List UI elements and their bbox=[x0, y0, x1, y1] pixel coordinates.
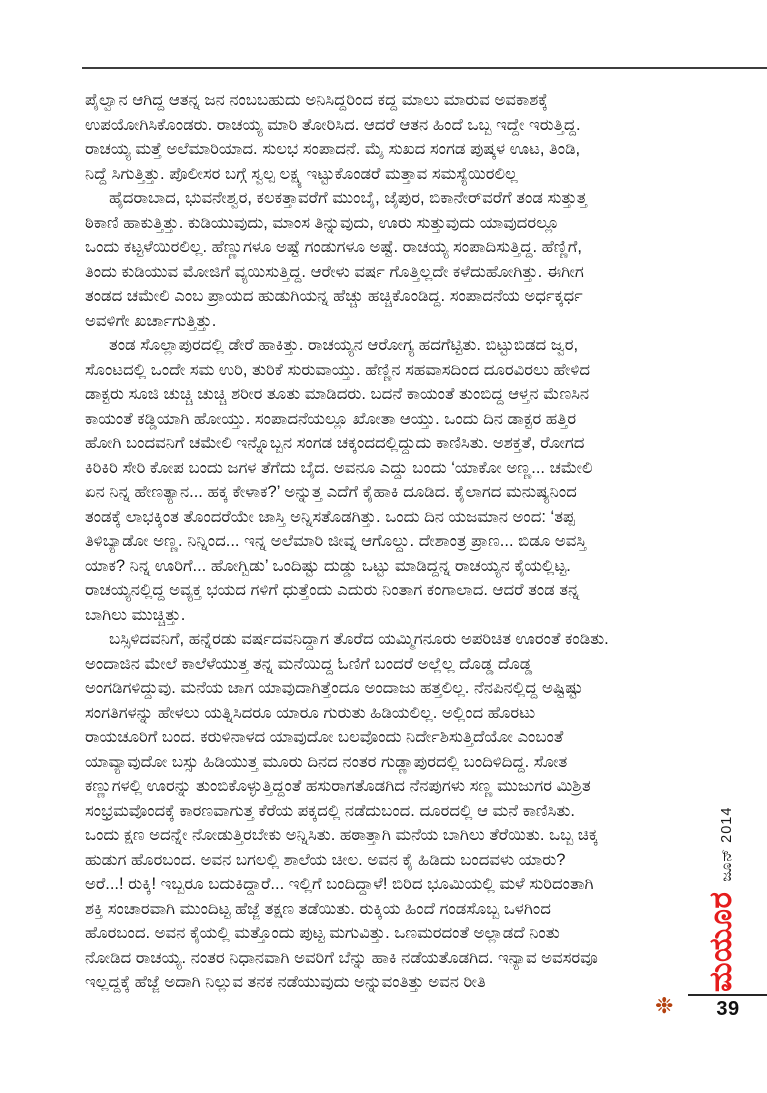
text-line-p2-l2: ಠಿಕಾಣಿ ಹಾಕುತ್ತಿತ್ತು. ಕುಡಿಯುವುದು, ಮಾಂಸ ತಿನ್ನುವುದು, ಊರು ಸುತ್ತುವುದು ಯಾವುದರಲ್ಲೂ bbox=[85, 213, 560, 232]
issue-date: ಜೂನ್ 2014 bbox=[719, 806, 735, 882]
text-line-p4-l1: ಬಸ್ಸಿಳಿದವನಿಗೆ, ಹನ್ನೆರಡು ವರ್ಷದವನಿದ್ದಾಗ ತೊರೆದ ಯಮ್ಮಿಗನೂರು ಅಪರಿಚಿತ ಊರಂತೆ ಕಂಡಿತು. bbox=[109, 630, 609, 648]
text-line-p2-l3: ಒಂದು ಕಟ್ಟಳೆಯಿರಲಿಲ್ಲ. ಹೆಣ್ಣುಗಳೂ ಅಷ್ಟೆ ಗಂಡುಗಳೂ ಅಷ್ಟೆ. ರಾಚಯ್ಯ ಸಂಪಾದಿಸುತ್ತಿದ್ದ. ಹೆಣ್ಣಿಗೆ, bbox=[85, 238, 582, 256]
text-line-p3-l9: ತಿಳಿಬ್ಯಾಡೋ ಅಣ್ಣ. ನಿನ್ನಿಂದ... ಇನ್ನ ಅಲೆಮಾರಿ ಜೀವ್ನ ಆಗೊಲ್ದು. ದೇಶಾಂತ್ರ ಪ್ರಾಣ... ಬಿಡೂ ಅವಸ್ತಿ bbox=[85, 532, 587, 550]
text-line-p1-l2: ಉಪಯೋಗಿಸಿಕೊಂಡರು. ರಾಚಯ್ಯ ಮಾರಿ ತೋರಿಸಿದ. ಆದರೆ ಆತನ ಹಿಂದೆ ಒಬ್ಬ ಇದ್ದೇ ಇರುತ್ತಿದ್ದ. bbox=[85, 115, 581, 134]
text-line-p3-l8: ತಂಡಕ್ಕೆ ಲಾಭಕ್ಕಿಂತ ತೊಂದರೆಯೇ ಜಾಸ್ತಿ ಅನ್ನಿಸತೊಡಗಿತ್ತು. ಒಂದು ದಿನ ಯಜಮಾನ ಅಂದ: ‘ತಪ್ಪ bbox=[85, 507, 575, 526]
text-line-p4-l10: ಹುಡುಗ ಹೊರಬಂದ. ಅವನ ಬಗಲಲ್ಲಿ ಶಾಲೆಯ ಚೀಲ. ಅವನ ಕೈ ಹಿಡಿದು ಬಂದವಳು ಯಾರು? bbox=[85, 850, 566, 869]
magazine-name: ಮಯೂರ bbox=[703, 891, 738, 992]
flower-ornament-icon: ❉ bbox=[655, 993, 674, 1018]
text-line-p4-l3: ಅಂಗಡಿಗಳಿದ್ದುವು. ಮನೆಯ ಜಾಗ ಯಾವುದಾಗಿತ್ತೆಂದೂ ಅಂದಾಜು ಹತ್ತಲಿಲ್ಲ. ನೆನಪಿನಲ್ಲಿದ್ದ ಅಷ್ಟಿಷ್ಟು bbox=[85, 679, 583, 697]
text-line-p2-l5: ತಂಡದ ಚಮೇಲಿ ಎಂಬ ಪ್ರಾಯದ ಹುಡುಗಿಯನ್ನ ಹೆಚ್ಚು ಹಚ್ಚಿಕೊಂಡಿದ್ದ. ಸಂಪಾದನೆಯ ಅರ್ಧಕ್ಕರ್ಧ bbox=[85, 287, 583, 305]
text-line-p3-l5: ಹೋಗಿ ಬಂದವನಿಗೆ ಚಮೇಲಿ ಇನ್ನೊಬ್ಬನ ಸಂಗಡ ಚಕ್ಕಂದದಲ್ಲಿದ್ದುದು ಕಾಣಿಸಿತು. ಅಶಕ್ತತೆ, ರೋಗದ bbox=[85, 434, 585, 452]
text-line-p3-l6: ಕಿರಿಕಿರಿ ಸೇರಿ ಕೋಪ ಬಂದು ಜಗಳ ತೆಗೆದು ಬೈದ. ಅವನೂ ಎದ್ದು ಬಂದು ‘ಯಾಕೋ ಅಣ್ಣ... ಚಮೇಲಿ bbox=[85, 458, 593, 477]
text-line-p4-l12: ಶಕ್ತಿ ಸಂಚಾರವಾಗಿ ಮುಂದಿಟ್ಟ ಹೆಜ್ಜೆ ತಕ್ಷಣ ತಡೆಯಿತು. ರುಕ್ಕಿಯ ಹಿಂದೆ ಗಂಡಸೊಬ್ಬ ಒಳಗಿಂದ bbox=[85, 899, 551, 918]
text-line-p4-l11: ಅರೆ...! ರುಕ್ಕಿ! ಇಬ್ಬರೂ ಬದುಕಿದ್ದಾರೆ... ಇಲ್ಲಿಗೆ ಬಂದಿದ್ದಾಳೆ! ಬಿರಿದ ಭೂಮಿಯಲ್ಲಿ ಮಳೆ ಸುರಿದಂತಾಗಿ bbox=[85, 875, 594, 893]
text-line-p3-l10: ಯಾಕ? ನಿನ್ನ ಊರಿಗೆ... ಹೋಗ್ಬಿಡು’ ಒಂದಿಷ್ಟು ದುಡ್ಡು ಒಟ್ಟು ಮಾಡಿದ್ದನ್ನ ರಾಚಯ್ಯನ ಕೈಯಲ್ಲಿಟ್ಟ. bbox=[85, 556, 571, 575]
body-text bbox=[85, 88, 667, 995]
text-line-p4-l5: ರಾಯಚೂರಿಗೆ ಬಂದ. ಕರುಳಿನಾಳದ ಯಾವುದೋ ಬಲವೊಂದು ನಿರ್ದೇಶಿಸುತ್ತಿದೆಯೋ ಎಂಬಂತೆ bbox=[85, 728, 564, 746]
text-line-p3-l3: ಡಾಕ್ಟರು ಸೂಜಿ ಚುಚ್ಚಿ ಚುಚ್ಚಿ ಶರೀರ ತೂತು ಮಾಡಿದರು. ಬದನೆ ಕಾಯಂತೆ ತುಂಬಿದ್ದ ಆಳ್ತನ ಮೆಣಸಿನ bbox=[85, 385, 590, 403]
text-line-p4-l4: ಸಂಗತಿಗಳನ್ನು ಹೇಳಲು ಯತ್ನಿಸಿದರೂ ಯಾರೂ ಗುರುತು ಹಿಡಿಯಲಿಲ್ಲ. ಅಲ್ಲಿಂದ ಹೊರಟು bbox=[85, 703, 536, 722]
text-line-p3-l4: ಕಾಯಂತೆ ಕಡ್ಡಿಯಾಗಿ ಹೋಯ್ತು. ಸಂಪಾದನೆಯಲ್ಲೂ ಖೋತಾ ಆಯ್ತು. ಒಂದು ದಿನ ಡಾಕ್ಟರ ಹತ್ತಿರ bbox=[85, 409, 577, 428]
text-line-p2-l1: ಹೈದರಾಬಾದ, ಭುವನೇಶ್ವರ, ಕಲಕತ್ತಾವರೆಗೆ ಮುಂಬೈ, ಜೈಪುರ, ಬಿಕಾನೇರ್‌ವರೆಗೆ ತಂಡ ಸುತ್ತುತ್ತ bbox=[109, 189, 587, 207]
text-line-p2-l6: ಅವಳಿಗೇ ಖರ್ಚಾಗುತ್ತಿತ್ತು. bbox=[85, 311, 217, 330]
text-line-p1-l4: ನಿದ್ದೆ ಸಿಗುತ್ತಿತ್ತು. ಪೊಲೀಸರ ಬಗ್ಗೆ ಸ್ವಲ್ಪ ಲಕ್ಷ್ಯ ಇಟ್ಟುಕೊಂಡರೆ ಮತ್ತಾವ ಸಮಸ್ಯೆಯಿರಲಿಲ್ಲ bbox=[85, 164, 518, 183]
text-line-p4-l7: ಕಣ್ಣುಗಳಲ್ಲಿ ಊರನ್ನು ತುಂಬಿಕೊಳ್ಳುತ್ತಿದ್ದಂತೆ ಹಸುರಾಗತೊಡಗಿದ ನೆನಪುಗಳು ಸಣ್ಣ ಮುಜುಗರ ಮಿಶ್ರಿತ bbox=[85, 777, 591, 795]
footer-divider-rule bbox=[688, 994, 767, 996]
text-line-p1-l3: ರಾಚಯ್ಯ ಮತ್ತೆ ಅಲೆಮಾರಿಯಾದ. ಸುಲಭ ಸಂಪಾದನೆ. ಮೈ ಸುಖದ ಸಂಗಡ ಪುಷ್ಕಳ ಊಟ, ತಿಂಡಿ, bbox=[85, 140, 581, 158]
text-line-p3-l12: ಬಾಗಿಲು ಮುಚ್ಚಿತ್ತು. bbox=[85, 605, 186, 624]
top-divider-rule bbox=[82, 67, 767, 69]
text-line-p4-l14: ನೋಡಿದ ರಾಚಯ್ಯ. ನಂತರ ನಿಧಾನವಾಗಿ ಅವರಿಗೆ ಬೆನ್ನು ಹಾಕಿ ನಡೆಯತೊಡಗಿದ. ಇನ್ಯಾವ ಅವಸರವೂ bbox=[85, 948, 598, 967]
text-line-p4-l2: ಅಂದಾಜಿನ ಮೇಲೆ ಕಾಲೆಳೆಯುತ್ತ ತನ್ನ ಮನೆಯಿದ್ದ ಓಣಿಗೆ ಬಂದರೆ ಅಲ್ಲೆಲ್ಲ ದೊಡ್ಡ ದೊಡ್ಡ bbox=[85, 654, 533, 673]
text-line-p4-l8: ಸಂಭ್ರಮವೊಂದಕ್ಕೆ ಕಾರಣವಾಗುತ್ತ ಕೆರೆಯ ಪಕ್ಕದಲ್ಲಿ ನಡೆದುಬಂದ. ದೂರದಲ್ಲಿ ಆ ಮನೆ ಕಾಣಿಸಿತು. bbox=[85, 801, 575, 820]
text-line-p4-l13: ಹೊರಬಂದ. ಅವನ ಕೈಯಲ್ಲಿ ಮತ್ತೊಂದು ಪುಟ್ಟ ಮಗುವಿತ್ತು. ಒಣಮರದಂತೆ ಅಲ್ಲಾಡದೆ ನಿಂತು bbox=[85, 924, 560, 942]
text-line-p1-l1: ಪೈಲ್ವಾನ ಆಗಿದ್ದ ಆತನ್ನ ಜನ ನಂಬಬಹುದು ಅನಿಸಿದ್ದರಿಂದ ಕದ್ದ ಮಾಲು ಮಾರುವ ಅವಕಾಶಕ್ಕೆ bbox=[85, 91, 548, 109]
text-line-p4-l6: ಯಾವ್ಯಾವುದೋ ಬಸ್ಸು ಹಿಡಿಯುತ್ತ ಮೂರು ದಿನದ ನಂತರ ಗುಡ್ಣಾಪುರದಲ್ಲಿ ಬಂದಿಳಿದಿದ್ದ. ಸೋತ bbox=[85, 752, 568, 771]
text-line-p4-l9: ಒಂದು ಕ್ಷಣ ಅದನ್ನೇ ನೋಡುತ್ತಿರಬೇಕು ಅನ್ನಿಸಿತು. ಹಠಾತ್ತಾಗಿ ಮನೆಯ ಬಾಗಿಲು ತೆರೆಯಿತು. ಒಬ್ಬ ಚಿಕ್ಕ bbox=[85, 826, 598, 844]
text-line-p3-l1: ತಂಡ ಸೊಲ್ಲಾಪುರದಲ್ಲಿ ಡೇರೆ ಹಾಕಿತ್ತು. ರಾಚಯ್ಯನ ಆರೋಗ್ಯ ಹದಗೆಟ್ಟಿತು. ಬಿಟ್ಟುಬಿಡದ ಜ್ವರ, bbox=[109, 336, 579, 354]
spine-vertical-text bbox=[703, 796, 757, 992]
text-line-p2-l4: ತಿಂದು ಕುಡಿಯುವ ಮೋಜಿಗೆ ವ್ಯಯಿಸುತ್ತಿದ್ದ. ಆರೇಳು ವರ್ಷ ಗೊತ್ತಿಲ್ಲದೇ ಕಳೆದುಹೋಗಿತ್ತು. ಈಗೀಗ bbox=[85, 262, 584, 281]
text-line-p3-l7: ಏನ ನಿನ್ನ ಹೇಣತ್ಯಾನ... ಹಕ್ಕ ಕೇಳಾಕ?’ ಅನ್ನುತ್ತ ಎದೆಗೆ ಕೈಹಾಕಿ ದೂಡಿದ. ಕೈಲಾಗದ ಮನುಷ್ಯನಿಂದ bbox=[85, 483, 577, 501]
text-line-p4-l15: ಇಲ್ಲದ್ದಕ್ಕೆ ಹೆಜ್ಜೆ ಅದಾಗಿ ನಿಲ್ಲುವ ತನಕ ನಡೆಯುವುದು ಅನ್ನುವಂತಿತ್ತು ಅವನ ರೀತಿ bbox=[85, 973, 486, 991]
text-line-p3-l11: ರಾಚಯ್ಯನಲ್ಲಿದ್ದ ಅವ್ಯಕ್ತ ಭಯದ ಗಳಿಗೆ ಧುತ್ತೆಂದು ಎದುರು ನಿಂತಾಗ ಕಂಗಾಲಾದ. ಆದರೆ ತಂಡ ತನ್ನ bbox=[85, 581, 580, 599]
page-number: 39 bbox=[716, 998, 740, 1020]
text-line-p3-l2: ಸೊಂಟದಲ್ಲಿ ಒಂದೇ ಸಮ ಉರಿ, ತುರಿಕೆ ಸುರುವಾಯ್ತು. ಹೆಣ್ಣಿನ ಸಹವಾಸದಿಂದ ದೂರವಿರಲು ಹೇಳಿದ bbox=[85, 360, 591, 379]
